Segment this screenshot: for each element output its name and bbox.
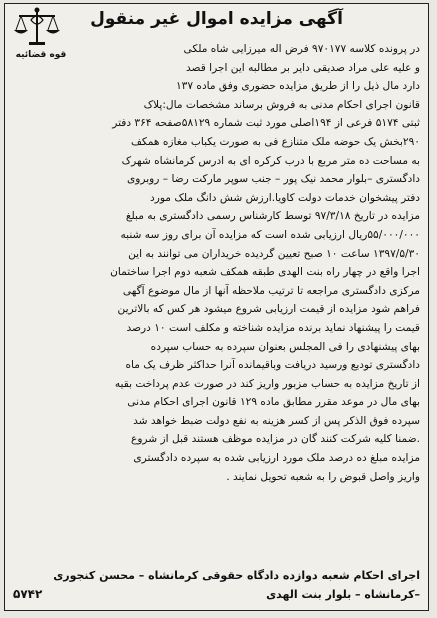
body-line: مزایده مبلغ ده درصد ملک مورد ارزیابی شده به سپرده دادگستری xyxy=(133,452,420,465)
address-line: –کرمانشاه – بلوار بنت الهدی xyxy=(266,588,420,601)
body-line: دادگستری تودیع ورسید دریافت وباقیمانده آنرا حداکثر ظرف یک ماه xyxy=(125,359,420,372)
body-line: فراهم شود مزایده از قیمت ارزیابی شروع میشود هر کس که بالاترین xyxy=(117,303,420,316)
body-line: بهای مال در موعد مقرر مطابق ماده ۱۲۹ قانون اجرای احکام مدنی xyxy=(127,396,420,409)
body-line: و علیه علی مراد صدیقی دایر بر مطالبه این اجرا قصد xyxy=(185,61,420,74)
body-line: در پرونده کلاسه ۹۷۰۱۷۷ فرض اله میرزایی شاه ملکی xyxy=(183,43,420,55)
notice-body xyxy=(13,40,420,486)
body-line: از تاریخ مزایده به حساب مزبور واریز کند در صورت عدم پرداخت بقیه xyxy=(114,377,420,390)
auction-notice xyxy=(4,3,429,611)
body-line: قیمت را پیشنهاد نماید برنده مزایده شناخته و مکلف است ۱۰ درصد xyxy=(126,321,420,334)
body-line: به مساحت ده متر مربع با درب کرکره ای به ادرس کرمانشاه شهرک xyxy=(121,154,420,167)
body-line: ۱۳۹۷/۵/۳۰ ساعت ۱۰ صبح تعیین گردیده خریداران می توانند به این xyxy=(128,247,420,260)
reference-number: ۵۷۴۲ xyxy=(13,587,43,601)
body-line: اجرا واقع در چهار راه بنت الهدی طبقه همکف شعبه دوم اجرا ساختمان xyxy=(110,266,420,279)
body-line: مرکزی دادگستری مراجعه تا ترتیب ملاحظه آنها از مال موضوع آگهی xyxy=(122,284,420,297)
body-line: ثبتی ۵۱۷۴ فرعی از ۱۹۴اصلی مورد ثبت شماره ۵۸۱۲۹صفحه ۳۶۴ دفتر xyxy=(112,117,420,130)
body-line: دادگستری –بلوار محمد نیک پور – جنب سوپر مارکت رضا – روبروی xyxy=(126,173,420,186)
body-line: سپرده فوق الذکر پس از کسر هزینه به نفع دولت ضبط خواهد شد xyxy=(133,414,420,427)
body-line: بهای پیشنهادی را فی المجلس بعنوان سپرده به حساب سپرده xyxy=(150,340,420,353)
signature-line: اجرای احکام شعبه دوازده دادگاه حقوقی کرمانشاه – محسن کنجوری xyxy=(53,569,420,582)
body-line: ۵۵/۰۰۰/۰۰۰ریال ارزیابی شده است که مزایده آن برای روز سه شنبه xyxy=(120,228,420,241)
notice-footer xyxy=(13,566,420,604)
body-line: واریز واصل قبوض را به شعبه تحویل نمایند . xyxy=(226,470,420,483)
body-line: .ضمنا کلیه شرکت کنند گان در مزایده موظف هستند قبل از شروع xyxy=(131,433,420,446)
body-line: دارد مال ذیل را از طریق مزایده حضوری وفق ماده ۱۳۷ xyxy=(175,80,420,93)
body-line: دفتر پیشخوان خدمات دولت کاویا.ارزش شش دانگ ملک مورد xyxy=(150,191,420,204)
notice-title: آگهی مزایده اموال غیر منقول xyxy=(90,9,343,29)
emblem-caption: قوه قضائیه xyxy=(15,50,67,60)
body-line: ۲۹۰بخش یک حوضه ملک متنازع فی به صورت یکباب مغازه همکف xyxy=(130,135,420,148)
body-line: مزایده در تاریخ ۹۷/۳/۱۸ توسط کارشناس رسمی دادگستری به مبلغ xyxy=(125,210,420,223)
body-line: قانون اجرای احکام مدنی به فروش برساند مشخصات مال:پلاک xyxy=(143,98,420,111)
